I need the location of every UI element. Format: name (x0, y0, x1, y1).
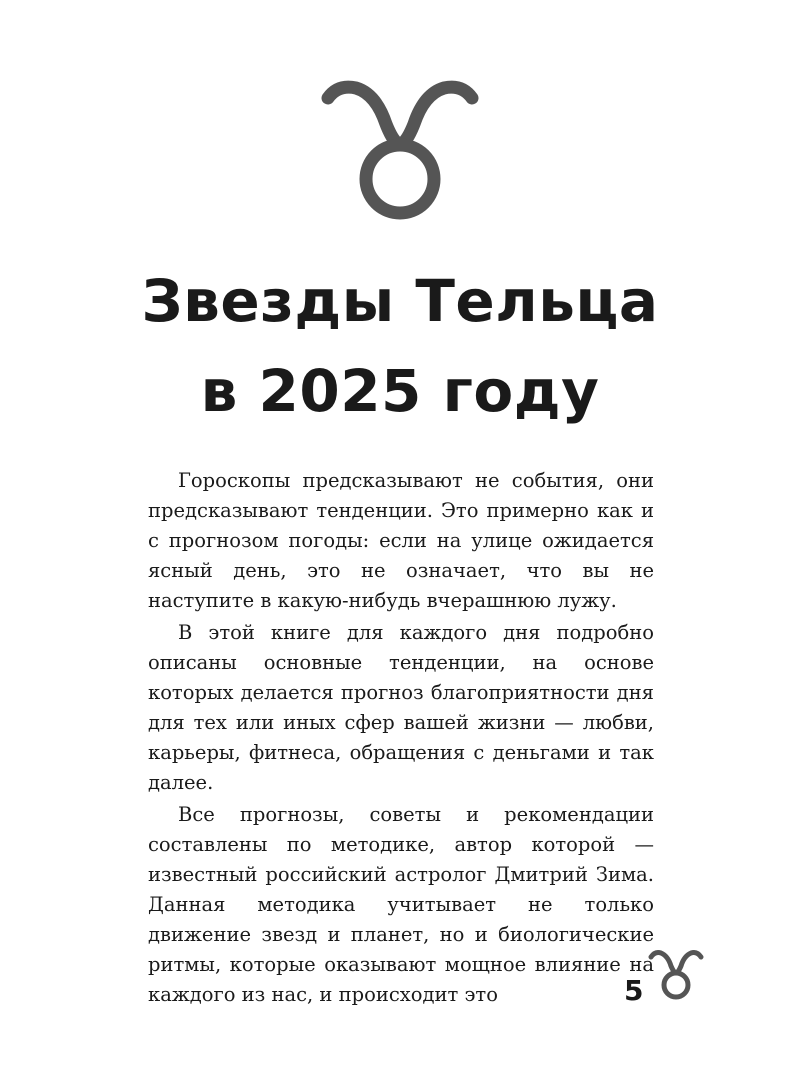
body-text (148, 466, 654, 1010)
title-line-1: Звезды Тельца (141, 267, 659, 335)
paragraph-3: Все прогнозы, советы и рекомендации составлены по методике, автор которой — известный российский астролог Дмитрий Зима. Данная методика учитывает не только движение звезд и планет, но и биологические ритмы, которые оказывают мощное влияние на каждого из нас, и происходит это (148, 803, 654, 1006)
paragraph-2: В этой книге для каждого дня подробно описаны основные тенденции, на основе которых делается прогноз благоприятности дня для тех или иных сфер вашей жизни — любви, карьеры, фитнеса, обращения с деньгами и так далее. (148, 621, 654, 794)
taurus-icon (648, 947, 704, 1001)
page-number: 5 (624, 974, 644, 1007)
paragraph-1: Гороскопы предсказывают не события, они предсказывают тенденции. Это примерно как и с прогнозом погоды: если на улице ожидается ясный день, это не означает, что вы не наступите в какую-нибудь вчерашнюю лужу. (148, 469, 654, 612)
taurus-icon (320, 74, 480, 224)
title-line-2: в 2025 году (200, 357, 600, 425)
